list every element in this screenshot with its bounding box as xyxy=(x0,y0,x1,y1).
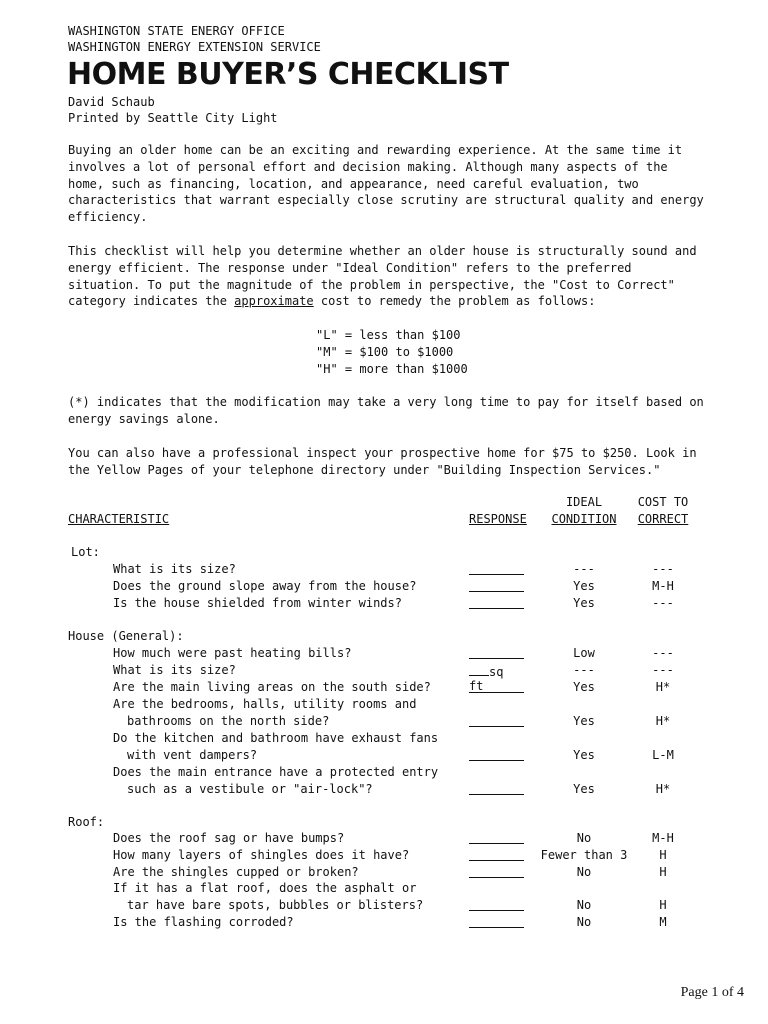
question-text: Is the flashing corroded? xyxy=(113,915,294,929)
ideal-condition: No xyxy=(576,831,592,845)
legend-item-l: "L" = less than $100 xyxy=(316,328,461,342)
question-text: Are the main living areas on the south side? xyxy=(113,680,431,694)
response-blank[interactable] xyxy=(469,898,525,914)
question-text: Does the main entrance have a protected entry xyxy=(113,765,439,779)
cost-to-correct: --- xyxy=(652,646,674,660)
response-blank[interactable] xyxy=(469,782,525,798)
intro-paragraph-2 xyxy=(68,243,708,310)
question-text: How much were past heating bills? xyxy=(113,646,352,660)
table-row xyxy=(0,562,768,579)
ideal-condition: No xyxy=(576,915,592,929)
response-blank[interactable] xyxy=(469,848,525,864)
question-text: Does the ground slope away from the house? xyxy=(113,579,417,593)
table-row xyxy=(0,865,768,882)
response-blank[interactable] xyxy=(469,915,525,931)
response-blank[interactable] xyxy=(469,680,525,696)
page-number: Page 1 of 4 xyxy=(680,985,744,1000)
ideal-condition: Yes xyxy=(573,782,595,796)
cost-to-correct: H* xyxy=(655,714,671,728)
table-row xyxy=(0,697,768,731)
ideal-condition: Yes xyxy=(573,714,595,728)
question-text: If it has a flat roof, does the asphalt or xyxy=(113,881,417,895)
para2-text-after: cost to remedy the problem as follows: xyxy=(313,294,596,309)
question-text: Is the house shielded from winter winds? xyxy=(113,596,402,610)
table-row xyxy=(0,731,768,765)
ideal-condition: Yes xyxy=(573,579,595,593)
table-row xyxy=(0,596,768,613)
table-row xyxy=(0,848,768,865)
table-row xyxy=(0,831,768,848)
ideal-condition: --- xyxy=(573,562,595,576)
question-text-continued: such as a vestibule or "air-lock"? xyxy=(127,782,373,796)
question-text-continued: tar have bare spots, bubbles or blisters? xyxy=(127,898,424,912)
cost-to-correct: M xyxy=(659,915,667,929)
cost-to-correct: H xyxy=(659,865,667,879)
table-row xyxy=(0,881,768,915)
question-text: How many layers of shingles does it have? xyxy=(113,848,410,862)
cost-to-correct: H* xyxy=(655,680,671,694)
table-row xyxy=(0,579,768,596)
response-blank[interactable] xyxy=(469,579,525,595)
intro-paragraph-1: Buying an older home can be an exciting and rewarding experience. At the same time it involves a lot of personal effort and decision making. Although many aspects of the home, such as financing, location, and appearance, need careful evaluation, two characteristics that warrant especially close scrutiny are structural quality and energy efficiency. xyxy=(68,143,704,225)
question-text-continued: bathrooms on the north side? xyxy=(127,714,330,728)
cost-to-correct: H* xyxy=(655,782,671,796)
approximate-underlined: approximate xyxy=(234,294,314,309)
intro-paragraph-4: You can also have a professional inspect your prospective home for $75 to $250. Look in the Yellow Pages of your telephone directory under "Building Inspection Services." xyxy=(68,446,697,477)
ideal-condition: Low xyxy=(573,646,595,660)
cost-to-correct: L-M xyxy=(652,748,674,762)
section-lot: Lot: xyxy=(71,545,100,559)
author-name: David Schaub xyxy=(68,95,155,109)
question-text: Are the bedrooms, halls, utility rooms and xyxy=(113,697,417,711)
header-ideal-top: IDEAL xyxy=(565,495,603,509)
ideal-condition: --- xyxy=(573,663,595,677)
question-text: Do the kitchen and bathroom have exhaust fans xyxy=(113,731,439,745)
cost-to-correct: H xyxy=(659,898,667,912)
legend-item-h: "H" = more than $1000 xyxy=(316,362,468,376)
para2-text-before: This checklist will help you determine whether an older house is structurally sound and energy efficient. The response under "Ideal Condition" refers to the preferred situation. To put the magnitude of the problem in perspective, the "Cost to Correct" category indicates the xyxy=(68,244,697,309)
service-name: WASHINGTON ENERGY EXTENSION SERVICE xyxy=(68,40,321,54)
header-response: RESPONSE xyxy=(469,512,527,526)
table-row xyxy=(0,646,768,663)
response-blank[interactable] xyxy=(469,831,525,847)
ideal-condition: No xyxy=(576,898,592,912)
cost-legend xyxy=(316,327,468,378)
intro-paragraph-3: (*) indicates that the modification may take a very long time to pay for itself based on energy savings alone. xyxy=(68,395,704,426)
response-blank[interactable] xyxy=(469,714,525,730)
table-row xyxy=(0,915,768,932)
cost-to-correct: --- xyxy=(652,562,674,576)
cost-to-correct: M-H xyxy=(652,579,674,593)
sqft-unit: sq ft xyxy=(469,665,504,693)
question-text: What is its size? xyxy=(113,562,236,576)
header-cost-bottom: CORRECT xyxy=(637,512,689,526)
ideal-condition: Yes xyxy=(573,596,595,610)
header-ideal-bottom: CONDITION xyxy=(551,512,617,526)
section-roof: Roof: xyxy=(68,815,105,829)
ideal-condition: Yes xyxy=(573,748,595,762)
response-blank[interactable] xyxy=(469,596,525,612)
cost-to-correct: M-H xyxy=(652,831,674,845)
header-characteristic: CHARACTERISTIC xyxy=(68,512,170,526)
question-text: Does the roof sag or have bumps? xyxy=(113,831,345,845)
table-row xyxy=(0,680,768,697)
printed-by: Printed by Seattle City Light xyxy=(68,111,278,125)
response-blank[interactable] xyxy=(469,865,525,881)
page-title: HOME BUYER’S CHECKLIST xyxy=(67,57,509,92)
question-text-continued: with vent dampers? xyxy=(127,748,258,762)
section-house-general: House (General): xyxy=(68,629,184,643)
cost-to-correct: H xyxy=(659,848,667,862)
response-blank[interactable] xyxy=(469,562,525,578)
question-text: What is its size? xyxy=(113,663,236,677)
ideal-condition: Fewer than 3 xyxy=(540,848,628,862)
question-text: Are the shingles cupped or broken? xyxy=(113,865,359,879)
cost-to-correct: --- xyxy=(652,596,674,610)
agency-name: WASHINGTON STATE ENERGY OFFICE xyxy=(68,24,285,38)
response-blank[interactable] xyxy=(469,646,525,662)
legend-item-m: "M" = $100 to $1000 xyxy=(316,345,454,359)
cost-to-correct: --- xyxy=(652,663,674,677)
ideal-condition: No xyxy=(576,865,592,879)
header-cost-top: COST TO xyxy=(637,495,689,509)
ideal-condition: Yes xyxy=(573,680,595,694)
response-blank[interactable] xyxy=(469,748,525,764)
table-row xyxy=(0,765,768,799)
